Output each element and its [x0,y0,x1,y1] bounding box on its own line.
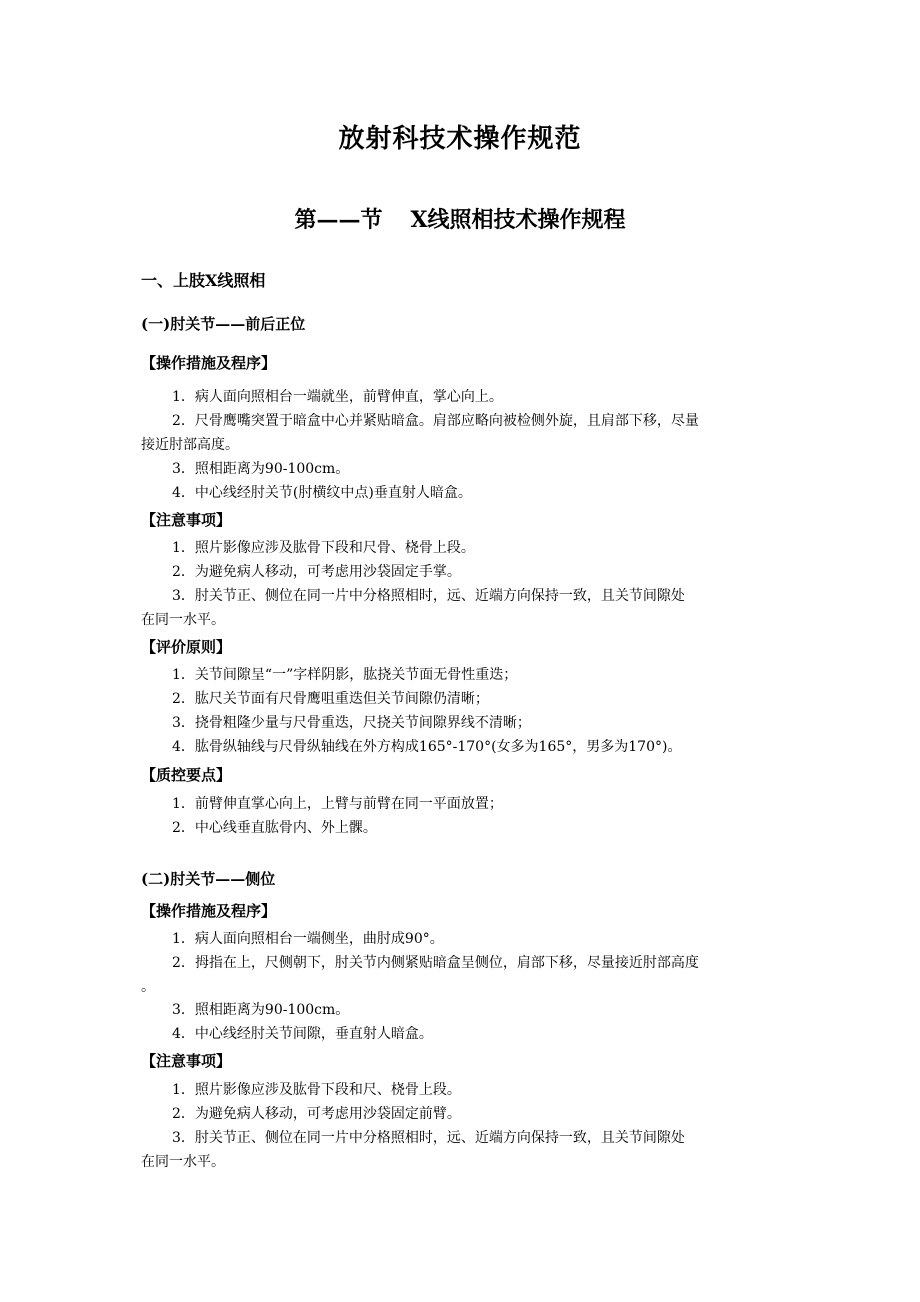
list-item-continuation: 在同一水平。 [141,612,225,628]
list-item: 1．关节间隙呈“一”字样阴影，肱挠关节面无骨性重迭； [172,667,518,683]
list-item: 2．为避免病人移动，可考虑用沙袋固定前臂。 [172,1106,461,1122]
list-item: 2．中心线垂直肱骨内、外上髁。 [172,820,377,836]
notes-label: 【注意事项】 [141,1052,232,1070]
part-heading: 一、上肢X线照相 [141,271,266,290]
list-item: 2．尺骨鹰嘴突置于暗盒中心并紧贴暗盒。肩部应略向被检侧外旋，且肩部下移，尽量 [172,413,699,429]
qc-label: 【质控要点】 [141,766,232,784]
list-item: 1．病人面向照相台一端侧坐，曲肘成90°。 [172,931,444,947]
section-heading [0,203,920,234]
subsection-heading: (二)肘关节——侧位 [141,870,276,888]
list-item: 3．肘关节正、侧位在同一片中分格照相时，远、近端方向保持一致，且关节间隙处 [172,588,685,604]
list-item-continuation: 接近肘部高度。 [141,437,239,453]
list-item: 2．拇指在上，尺侧朝下，肘关节内侧紧贴暗盒呈侧位，肩部下移，尽量接近肘部高度 [172,955,699,971]
list-item: 3．照相距离为90-100cm。 [172,1002,350,1018]
list-item: 3．肘关节正、侧位在同一片中分格照相时，远、近端方向保持一致，且关节间隙处 [172,1130,685,1146]
section-name: X线照相技术操作规程 [410,207,626,233]
document-title: 放射科技术操作规范 [338,124,582,154]
subsection-heading: (一)肘关节——前后正位 [141,315,306,333]
notes-label: 【注意事项】 [141,511,232,529]
list-item: 1．照片影像应涉及肱骨下段和尺、桡骨上段。 [172,1082,461,1098]
list-item-continuation: 在同一水平。 [141,1154,225,1170]
list-item: 4．中心线经肘关节间隙，垂直射人暗盒。 [172,1026,433,1042]
list-item: 1．照片影像应涉及肱骨下段和尺骨、桡骨上段。 [172,540,475,556]
list-item: 1．前臂伸直掌心向上，上臂与前臂在同一平面放置； [172,796,503,812]
list-item: 2．肱尺关节面有尺骨鹰咀重迭但关节间隙仍清晰； [172,691,489,707]
list-item: 3．照相距离为90-100cm。 [172,461,350,477]
list-item: 2．为避免病人移动，可考虑用沙袋固定手掌。 [172,564,461,580]
list-item: 3．挠骨粗隆少量与尺骨重迭，尺挠关节间隙界线不清晰； [172,715,531,731]
list-item: 4．肱骨纵轴线与尺骨纵轴线在外方构成165°-170°(女多为165°，男多为170°)。 [172,739,682,755]
ops-label: 【操作措施及程序】 [141,354,277,372]
list-item-continuation: 。 [141,979,155,995]
list-item: 1．病人面向照相台一端就坐，前臂伸直，掌心向上。 [172,389,503,405]
section-number: 第——节 [294,207,383,233]
ops-label: 【操作措施及程序】 [141,902,277,920]
eval-label: 【评价原则】 [141,638,232,656]
list-item: 4．中心线经肘关节(肘横纹中点)垂直射人暗盒。 [172,485,472,501]
